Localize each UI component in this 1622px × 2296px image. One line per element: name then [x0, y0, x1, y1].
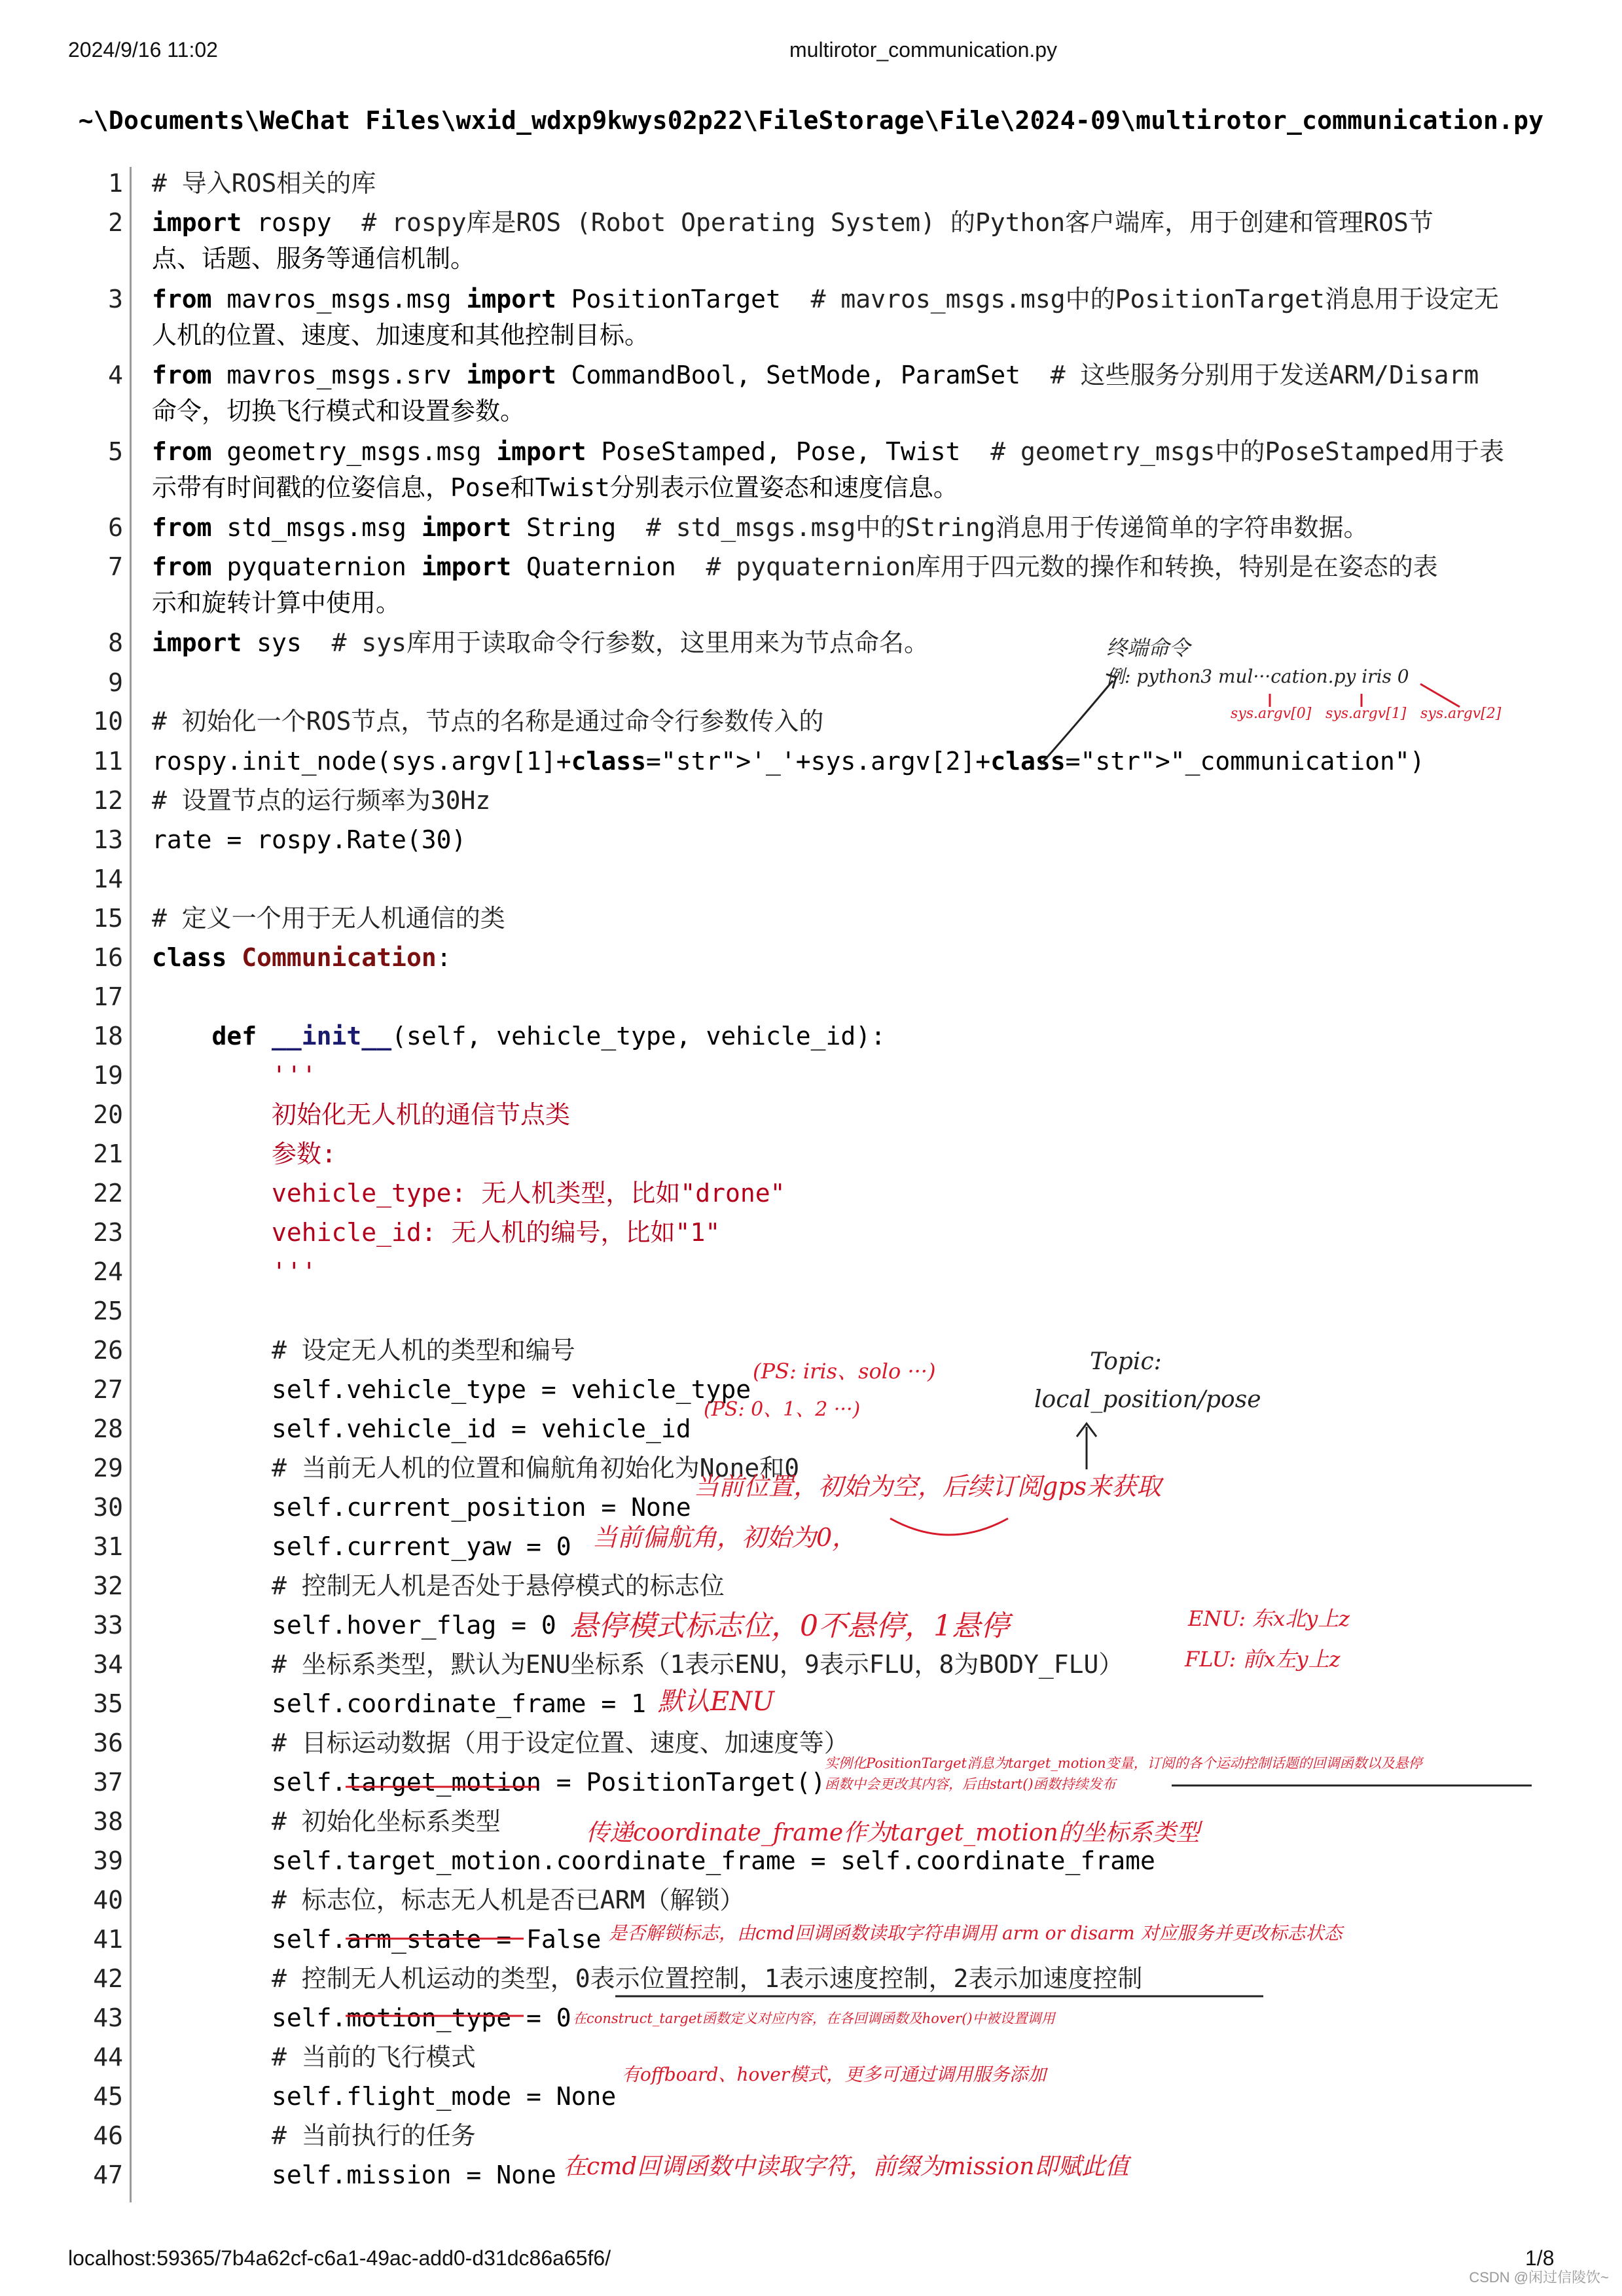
line-number: 27: [93, 1375, 123, 1404]
file-path: ~\Documents\WeChat Files\wxid_wdxp9kwys02p22\FileStorage\File\2024-09\multirotor_communication.py: [78, 106, 1544, 135]
line-number: 9: [108, 668, 123, 697]
line-number: 21: [93, 1139, 123, 1168]
line-number: 15: [93, 904, 123, 933]
code-line-continuation: 示带有时间戳的位姿信息，Pose和Twist分别表示位置姿态和速度信息。: [152, 473, 958, 502]
line-number: 10: [93, 707, 123, 736]
line-number: 30: [93, 1493, 123, 1522]
code-text: self.motion_type = 0: [152, 2003, 571, 2032]
code-text: vehicle_type: 无人机类型，比如"drone": [152, 1179, 785, 1208]
code-text: rate = rospy.Rate(30): [152, 825, 467, 854]
watermark: CSDN @闲过信陵饮~: [1469, 2269, 1609, 2286]
line-number: 32: [93, 1571, 123, 1600]
line-number: 36: [93, 1729, 123, 1757]
line-number: 14: [93, 865, 123, 893]
note-terminal-cmd-title: 终端命令: [1106, 636, 1191, 660]
note-motion-type: 在construct_target函数定义对应内容，在各回调函数及hover()中被设置调用: [573, 2011, 1055, 2026]
code-text: self.vehicle_id = vehicle_id: [152, 1414, 691, 1443]
code-text: class Communication:: [152, 943, 452, 972]
line-number: 46: [93, 2121, 123, 2150]
line-number: 31: [93, 1532, 123, 1561]
note-argv2: sys.argv[2]: [1420, 706, 1502, 722]
line-number: 18: [93, 1022, 123, 1050]
code-text: # 导入ROS相关的库: [152, 169, 376, 198]
note-arm-state: 是否解锁标志，由cmd回调函数读取字符串调用 arm or disarm 对应服务并更改标志状态: [609, 1922, 1343, 1944]
code-text: # 当前执行的任务: [152, 2121, 476, 2150]
code-text: # 标志位，标志无人机是否已ARM（解锁）: [152, 1886, 745, 1914]
note-vehicle-id: (PS: 0、1、2 ···): [704, 1398, 861, 1421]
line-number: 39: [93, 1846, 123, 1875]
line-number: 13: [93, 825, 123, 854]
code-text: self.current_yaw = 0: [152, 1532, 571, 1561]
code-text: self.arm_state = False: [152, 1925, 602, 1954]
line-number: 34: [93, 1650, 123, 1679]
footer-url: localhost:59365/7b4a62cf-c6a1-49ac-add0-d31dc86a65f6/: [68, 2246, 611, 2270]
code-text: import sys # sys库用于读取命令行参数，这里用来为节点命名。: [152, 628, 929, 657]
code-text: # 定义一个用于无人机通信的类: [152, 904, 505, 933]
line-number: 24: [93, 1257, 123, 1286]
code-text: # 目标运动数据（用于设定位置、速度、加速度等）: [152, 1729, 849, 1757]
note-topic-value: local_position/pose: [1034, 1386, 1261, 1413]
code-line-continuation: 示和旋转计算中使用。: [152, 588, 401, 617]
line-number: 45: [93, 2082, 123, 2111]
line-number: 41: [93, 1925, 123, 1954]
note-target-motion-2: 函数中会更改其内容，后由start()函数持续发布: [825, 1776, 1116, 1792]
line-number: 8: [108, 628, 123, 657]
note-vehicle-type: (PS: iris、solo ···): [753, 1359, 936, 1384]
print-datetime: 2024/9/16 11:02: [68, 38, 218, 62]
code-text: 初始化无人机的通信节点类: [152, 1100, 571, 1129]
code-text: # 设置节点的运行频率为30Hz: [152, 786, 491, 815]
line-number: 2: [108, 208, 123, 237]
line-number: 28: [93, 1414, 123, 1443]
line-number: 12: [93, 786, 123, 815]
line-number: 5: [108, 437, 123, 466]
line-number: 44: [93, 2043, 123, 2072]
line-number: 20: [93, 1100, 123, 1129]
line-number: 6: [108, 513, 123, 542]
line-number: 33: [93, 1611, 123, 1640]
note-flight-mode: 有offboard、hover模式，更多可通过调用服务添加: [622, 2064, 1047, 2085]
code-text: # 当前的飞行模式: [152, 2043, 476, 2072]
line-number: 11: [93, 747, 123, 776]
code-text: # 控制无人机是否处于悬停模式的标志位: [152, 1571, 725, 1600]
line-number: 38: [93, 1807, 123, 1836]
code-text: # 当前无人机的位置和偏航角初始化为None和0: [152, 1454, 800, 1482]
footer-page: 1/8: [1525, 2246, 1555, 2270]
code-text: self.vehicle_type = vehicle_type: [152, 1375, 751, 1404]
note-flu: FLU: 前x左y上z: [1185, 1647, 1341, 1672]
note-coordinate-frame: 传递coordinate_frame作为target_motion的坐标系类型: [586, 1820, 1200, 1846]
line-number: 1: [108, 169, 123, 198]
line-number: 23: [93, 1218, 123, 1247]
code-text: vehicle_id: 无人机的编号，比如"1": [152, 1218, 721, 1247]
code-text: from mavros_msgs.msg import PositionTarget # mavros_msgs.msg中的PositionTarget消息用于设定无: [152, 285, 1499, 314]
line-number: 47: [93, 2161, 123, 2189]
code-text: self.target_motion.coordinate_frame = self.coordinate_frame: [152, 1846, 1155, 1875]
note-argv0: sys.argv[0]: [1231, 706, 1312, 722]
note-hover-flag: 悬停模式标志位，0不悬停，1悬停: [569, 1609, 1009, 1643]
code-line-continuation: 人机的位置、速度、加速度和其他控制目标。: [152, 321, 650, 350]
line-number: 40: [93, 1886, 123, 1914]
code-text: from pyquaternion import Quaternion # pyquaternion库用于四元数的操作和转换，特别是在姿态的表: [152, 552, 1438, 581]
line-number: 25: [93, 1297, 123, 1325]
code-text: 参数:: [152, 1139, 336, 1168]
code-text: import rospy # rospy库是ROS (Robot Operating System) 的Python客户端库，用于创建和管理ROS节: [152, 208, 1433, 237]
note-argv1: sys.argv[1]: [1325, 706, 1407, 722]
code-text: # 控制无人机运动的类型，0表示位置控制，1表示速度控制，2表示加速度控制: [152, 1964, 1143, 1993]
note-enu: ENU: 东x北y上z: [1188, 1606, 1350, 1631]
note-mission: 在cmd回调函数中读取字符，前缀为mission即赋此值: [563, 2153, 1129, 2180]
line-number: 26: [93, 1336, 123, 1365]
print-title: multirotor_communication.py: [789, 38, 1058, 62]
line-number: 37: [93, 1768, 123, 1797]
line-number: 17: [93, 982, 123, 1011]
line-number: 16: [93, 943, 123, 972]
code-text: from std_msgs.msg import String # std_msgs.msg中的String消息用于传递简单的字符串数据。: [152, 513, 1369, 542]
code-text: ''': [152, 1257, 317, 1286]
code-text: self.mission = None: [152, 2161, 556, 2189]
note-terminal-cmd-example: 例: python3 mul···cation.py iris 0: [1106, 666, 1409, 687]
code-line-continuation: 命令，切换飞行模式和设置参数。: [152, 397, 526, 425]
code-text: def __init__(self, vehicle_type, vehicle_id):: [211, 1022, 886, 1050]
code-text: # 初始化坐标系类型: [152, 1807, 501, 1836]
code-text: self.current_position = None: [152, 1493, 691, 1522]
code-line-continuation: 点、话题、服务等通信机制。: [152, 244, 476, 273]
note-current-yaw: 当前偏航角，初始为0，: [592, 1523, 857, 1552]
code-text: # 初始化一个ROS节点，节点的名称是通过命令行参数传入的: [152, 707, 824, 736]
code-text: # 坐标系类型，默认为ENU坐标系（1表示ENU，9表示FLU，8为BODY_FLU）: [152, 1650, 1124, 1679]
note-target-motion-1: 实例化PositionTarget消息为target_motion变量，订阅的各个运动控制话题的回调函数以及悬停: [825, 1755, 1422, 1771]
note-current-position: 当前位置，初始为空，后续订阅gps来获取: [694, 1472, 1162, 1501]
line-number-gutter: [130, 167, 132, 2202]
line-number: 3: [108, 285, 123, 314]
line-number: 43: [93, 2003, 123, 2032]
code-text: self.flight_mode = None: [152, 2082, 617, 2111]
line-number: 29: [93, 1454, 123, 1482]
code-text: self.coordinate_frame = 1: [152, 1689, 646, 1718]
line-number: 4: [108, 361, 123, 389]
code-text: from geometry_msgs.msg import PoseStamped, Pose, Twist # geometry_msgs中的PoseStamped用于表: [152, 437, 1505, 466]
code-text: # 设定无人机的类型和编号: [152, 1336, 575, 1365]
line-number: 19: [93, 1061, 123, 1090]
code-text: self.target_motion = PositionTarget(): [152, 1768, 826, 1797]
line-number: 22: [93, 1179, 123, 1208]
code-text: self.hover_flag = 0: [152, 1611, 556, 1640]
code-text: ''': [152, 1061, 317, 1090]
note-default-enu: 默认ENU: [658, 1687, 774, 1717]
line-number: 35: [93, 1689, 123, 1718]
line-number: 7: [108, 552, 123, 581]
code-text: rospy.init_node(sys.argv[1]+class="str">'_'+sys.argv[2]+class="str">"_communication"): [152, 747, 1425, 776]
code-text: from mavros_msgs.srv import CommandBool, SetMode, ParamSet # 这些服务分别用于发送ARM/Disarm: [152, 361, 1479, 389]
note-topic-label: Topic:: [1090, 1348, 1162, 1375]
line-number: 42: [93, 1964, 123, 1993]
